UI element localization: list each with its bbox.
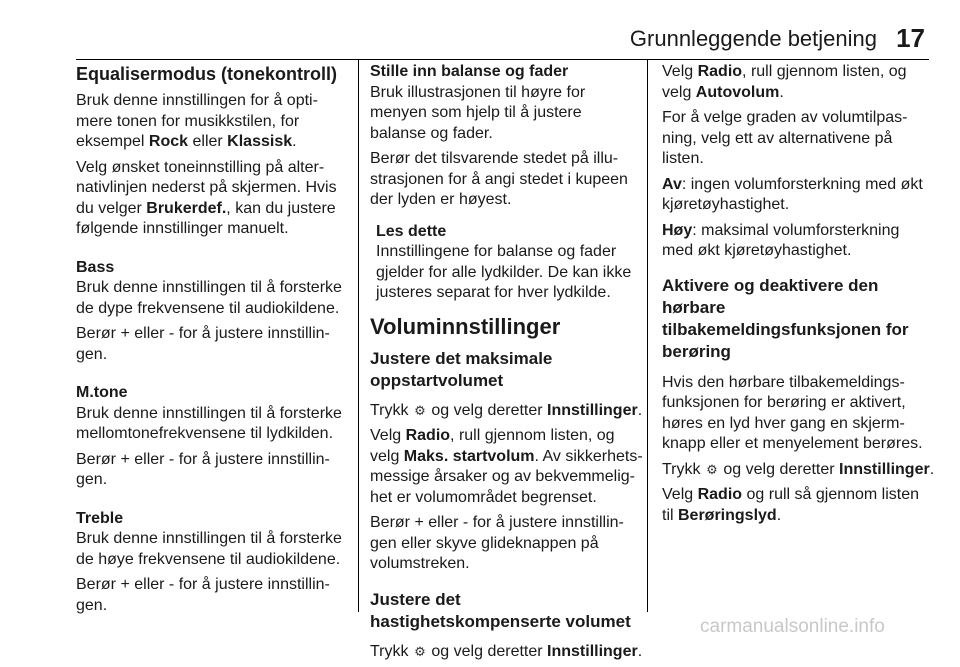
text-line: gen.: [76, 596, 108, 614]
text-line: [662, 83, 930, 104]
paragraph-autovolume: [662, 62, 930, 103]
text-span: .: [929, 460, 935, 478]
column-3: [662, 62, 935, 531]
text-line: oppstartvolumet: [370, 370, 504, 390]
note-title: Les dette: [376, 222, 447, 240]
column-2: [370, 62, 643, 667]
text-line: [662, 460, 935, 481]
text-span: , rull gjennom listen, og: [450, 427, 615, 444]
text-span: Velg: [662, 486, 698, 503]
text-line: tilbakemeldingsfunksjonen for: [662, 319, 909, 339]
text-line: hørbare: [662, 297, 726, 317]
text-span: , rull gjennom listen, og: [742, 63, 907, 80]
text-span: du velger: [76, 199, 147, 217]
column-divider-2: [647, 60, 648, 612]
subheading-treble: Treble: [76, 509, 124, 527]
text-line: [662, 221, 930, 242]
term-autovolum: Autovolum: [695, 83, 780, 101]
term-av: Av: [662, 175, 682, 193]
gear-icon: ⚙: [414, 643, 426, 659]
subheading-mtone: M.tone: [76, 384, 128, 401]
paragraph-treble: [76, 529, 348, 570]
text-line: messige årsaker og av bekvemmelig-: [370, 468, 635, 485]
heading-speed-volume: [370, 589, 634, 633]
text-line: mere tonen for musikkstilen, for: [76, 112, 300, 130]
text-line: [370, 447, 643, 468]
text-line: justeres separat for hver lydkilde.: [376, 284, 611, 301]
term-radio: Radio: [405, 427, 451, 444]
text-line: [662, 485, 930, 506]
gear-icon: ⚙: [414, 402, 426, 418]
text-line: de dype frekvensene til audiokildene.: [76, 299, 340, 317]
text-line: menyen som hjelp til å justere: [370, 104, 582, 121]
text-line: Bruk denne innstillingen til å forsterke: [76, 530, 342, 547]
text-line: Berør + eller - for å justere innstillin-: [76, 450, 330, 468]
text-line: gen.: [76, 345, 108, 363]
subheading-balance-fader: Stille inn balanse og fader: [370, 63, 569, 80]
text-line: Bruk denne innstillingen for å opti-: [76, 92, 318, 109]
text-line: følgende innstillinger manuelt.: [76, 220, 289, 237]
column-1: [76, 62, 348, 621]
heading-volume-settings: Voluminnstillinger: [370, 313, 561, 339]
paragraph-volume-slider: [370, 513, 634, 575]
text-line: Innstillingene for balanse og fader: [376, 243, 617, 260]
text-span: velg: [370, 447, 404, 465]
text-span: .: [776, 506, 782, 524]
text-span: , kan du justere: [226, 199, 336, 217]
text-line: gen.: [76, 471, 108, 488]
text-line: mellomtonefrekvensene til lydkilden.: [76, 425, 334, 442]
text-line: Berør + eller - for å justere innstillin-: [76, 325, 330, 342]
text-span: . Av sikkerhets-: [534, 447, 643, 465]
paragraph-bass-adjust: [76, 324, 348, 365]
text-line: Bruk denne innstillingen til å forsterke: [76, 279, 342, 296]
text-span: til: [662, 506, 678, 524]
text-line: Bruk denne innstillingen til å forsterke: [76, 404, 342, 422]
text-line: høres en lyd hver gang en skjerm-: [662, 414, 905, 432]
text-line: knapp eller et menyelement berøres.: [662, 435, 923, 452]
paragraph-open-settings-2: [370, 642, 643, 663]
paragraph-option-av: [662, 175, 930, 216]
text-line: gen eller skyve glideknappen på: [370, 534, 599, 552]
term-rock: Rock: [148, 133, 189, 150]
text-line: [370, 642, 643, 663]
subheading-bass: Bass: [76, 258, 115, 276]
term-hoy: Høy: [662, 221, 693, 239]
page-header-title: Grunnleggende betjening: [629, 26, 877, 51]
text-line: [370, 426, 634, 447]
text-line: [370, 401, 643, 422]
text-span: .: [292, 133, 297, 150]
text-span: og velg deretter: [426, 642, 548, 660]
term-klassisk: Klassisk: [227, 133, 293, 150]
paragraph-treble-adjust: [76, 575, 348, 616]
term-innstillinger: Innstillinger: [839, 460, 930, 478]
text-span: Velg: [662, 63, 698, 80]
text-span: Trykk: [370, 642, 413, 660]
paragraph-balance-touch: [370, 149, 634, 211]
page-header: [76, 23, 929, 56]
text-line: [662, 175, 930, 196]
text-span: : ingen volumforsterkning med økt: [681, 175, 923, 193]
text-line: Berør + eller - for å justere innstillin-: [76, 576, 330, 593]
text-span: .: [637, 401, 643, 419]
text-line: Justere det: [370, 589, 461, 609]
heading-max-startup-volume: [370, 348, 634, 392]
text-line: berøring: [662, 341, 731, 361]
text-span: : maksimal volumforsterkning: [692, 221, 900, 239]
text-line: Aktivere og deaktivere den: [662, 275, 879, 295]
term-radio: Radio: [697, 63, 743, 80]
paragraph-open-settings-3: [662, 460, 935, 481]
paragraph-volume-grade: [662, 108, 930, 170]
text-line: volumstreken.: [370, 555, 470, 572]
text-line: hastighetskompenserte volumet: [370, 611, 631, 631]
text-line: gjelder for alle lydkilder. De kan ikke: [376, 263, 632, 281]
paragraph-feedback-desc: [662, 373, 930, 455]
text-line: [662, 506, 930, 527]
text-line: der lyden er høyest.: [370, 191, 512, 208]
text-line: kjøretøyhastighet.: [662, 196, 790, 213]
term-innstillinger: Innstillinger: [547, 642, 638, 660]
heading-equalizer-mode: Equalisermodus (tonekontroll): [76, 64, 338, 84]
term-radio: Radio: [697, 486, 743, 503]
text-span: .: [637, 642, 643, 660]
page-number: 17: [896, 23, 925, 53]
text-line: listen.: [662, 150, 704, 167]
paragraph-mtone: [76, 404, 348, 445]
paragraph-max-volume: [370, 426, 643, 508]
paragraph-open-settings: [370, 401, 643, 422]
text-line: [76, 199, 348, 220]
term-maks-startvolum: Maks. startvolum: [403, 447, 535, 465]
text-line: med økt kjøretøyhastighet.: [662, 242, 852, 259]
heading-touch-feedback: [662, 275, 930, 363]
term-innstillinger: Innstillinger: [547, 401, 638, 419]
text-span: og velg deretter: [426, 401, 548, 419]
text-line: Berør det tilsvarende stedet på illu-: [370, 150, 619, 167]
text-line: het er volumområdet begrenset.: [370, 488, 597, 506]
text-line: Velg ønsket toneinnstilling på alter-: [76, 158, 325, 176]
text-line: [76, 132, 348, 153]
term-beroringslyd: Berøringslyd: [678, 506, 777, 524]
text-line: [662, 62, 930, 83]
text-span: Trykk: [662, 460, 705, 478]
text-line: balanse og fader.: [370, 124, 493, 142]
text-line: strasjonen for å angi stedet i kupeen: [370, 170, 628, 188]
text-span: velg: [662, 83, 696, 101]
text-span: og velg deretter: [718, 460, 840, 478]
paragraph-equalizer-select: [76, 158, 348, 240]
text-line: funksjonen for berøring er aktivert,: [662, 394, 906, 411]
text-span: Velg: [370, 427, 406, 444]
text-span: .: [779, 83, 784, 101]
header-divider: [76, 59, 929, 60]
text-line: For å velge graden av volumtilpas-: [662, 109, 908, 126]
paragraph-balance: [370, 83, 634, 145]
text-line: de høye frekvensene til audiokildene.: [76, 550, 341, 568]
paragraph-touch-sound: [662, 485, 930, 526]
term-brukerdef: Brukerdef.: [146, 199, 227, 217]
text-line: Berør + eller - for å justere innstillin-: [370, 514, 624, 531]
paragraph-mtone-adjust: [76, 450, 348, 491]
text-span: Trykk: [370, 401, 413, 419]
text-span: eksempel: [76, 133, 149, 150]
text-line: nativlinjen nederst på skjermen. Hvis: [76, 179, 337, 196]
note-box: [370, 222, 634, 304]
paragraph-equalizer-intro: [76, 91, 348, 153]
paragraph-bass: [76, 278, 348, 319]
gear-icon: ⚙: [706, 461, 718, 477]
paragraph-option-hoy: [662, 221, 930, 262]
watermark: carmanualsonline.info: [700, 616, 885, 637]
text-line: ning, velg ett av alternativene på: [662, 129, 893, 147]
text-span: eller: [188, 133, 228, 150]
text-line: Hvis den hørbare tilbakemeldings-: [662, 373, 905, 391]
text-span: og rull så gjennom listen: [742, 486, 920, 503]
column-divider-1: [358, 60, 359, 612]
text-line: Justere det maksimale: [370, 348, 553, 368]
text-line: Bruk illustrasjonen til høyre for: [370, 83, 586, 101]
